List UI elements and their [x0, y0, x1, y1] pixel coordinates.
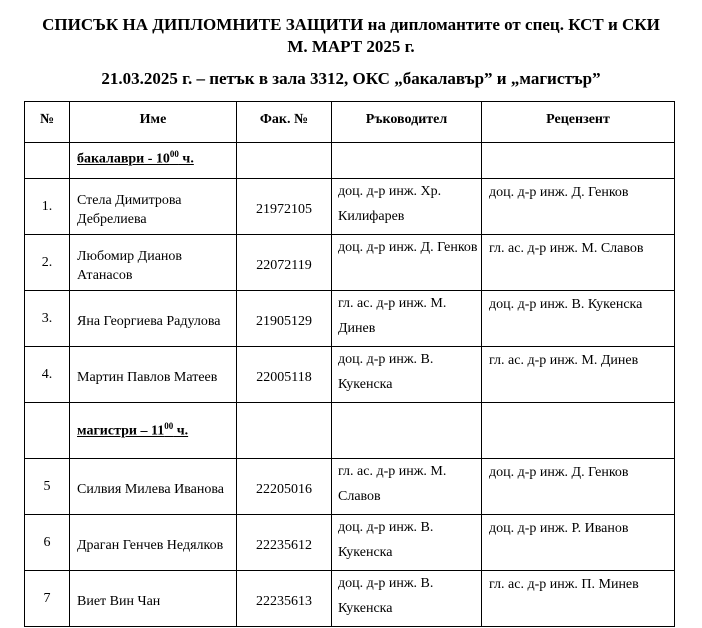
reviewer: доц. д-р инж. Д. Генков	[482, 459, 675, 515]
column-header-name: Име	[70, 102, 237, 143]
section-row-masters	[25, 403, 675, 459]
faculty-number: 22235613	[237, 571, 332, 627]
student-name: Силвия Милева Иванова	[70, 459, 237, 515]
section-label-bachelors: бакалаври - $10^{00}$ ч.	[70, 143, 237, 179]
faculty-number: 22205016	[237, 459, 332, 515]
supervisor: гл. ас. д-р инж. М. Славов	[332, 459, 482, 515]
student-name: Стела Димитрова Дебрелиева	[70, 179, 237, 235]
section-label-masters: магистри – $11^{00}$ ч.	[70, 403, 237, 459]
section-row-bachelors	[25, 143, 675, 179]
row-number: 7	[25, 571, 70, 627]
supervisor: доц. д-р инж. Д. Генков	[332, 235, 482, 291]
reviewer: доц. д-р инж. Р. Иванов	[482, 515, 675, 571]
table-row	[25, 459, 675, 515]
row-number: 5	[25, 459, 70, 515]
faculty-number: 21972105	[237, 179, 332, 235]
reviewer: гл. ас. д-р инж. М. Динев	[482, 347, 675, 403]
student-name: Драган Генчев Недялков	[70, 515, 237, 571]
supervisor: доц. д-р инж. В. Кукенска	[332, 515, 482, 571]
row-number: 6	[25, 515, 70, 571]
document-title: СПИСЪК НА ДИПЛОМНИТЕ ЗАЩИТИ на дипломантите от спец. КСТ и СКИ	[42, 15, 660, 34]
supervisor: доц. д-р инж. Хр. Килифарев	[332, 179, 482, 235]
reviewer: гл. ас. д-р инж. М. Славов	[482, 235, 675, 291]
supervisor: доц. д-р инж. В. Кукенска	[332, 571, 482, 627]
defense-schedule-table	[24, 101, 675, 627]
column-header-number: №	[25, 102, 70, 143]
table-row	[25, 235, 675, 291]
supervisor: доц. д-р инж. В. Кукенска	[332, 347, 482, 403]
supervisor: гл. ас. д-р инж. М. Динев	[332, 291, 482, 347]
row-number: 2.	[25, 235, 70, 291]
faculty-number: 22005118	[237, 347, 332, 403]
student-name: Любомир Дианов Атанасов	[70, 235, 237, 291]
table-row	[25, 291, 675, 347]
column-header-reviewer: Рецензент	[482, 102, 675, 143]
column-header-supervisor: Ръководител	[332, 102, 482, 143]
table-row	[25, 347, 675, 403]
reviewer: доц. д-р инж. В. Кукенска	[482, 291, 675, 347]
student-name: Виет Вин Чан	[70, 571, 237, 627]
student-name: Яна Георгиева Радулова	[70, 291, 237, 347]
table-row	[25, 515, 675, 571]
reviewer: доц. д-р инж. Д. Генков	[482, 179, 675, 235]
session-info: 21.03.2025 г. – петък в зала 3312, ОКС „бакалавър” и „магистър”	[101, 69, 601, 88]
table-header-row	[25, 102, 675, 143]
row-number: 1.	[25, 179, 70, 235]
table-row	[25, 179, 675, 235]
reviewer: гл. ас. д-р инж. П. Минев	[482, 571, 675, 627]
document-subtitle-date: М. МАРТ 2025 г.	[287, 37, 415, 56]
faculty-number: 22072119	[237, 235, 332, 291]
row-number: 4.	[25, 347, 70, 403]
table-row	[25, 571, 675, 627]
row-number: 3.	[25, 291, 70, 347]
faculty-number: 21905129	[237, 291, 332, 347]
column-header-faculty-number: Фак. №	[237, 102, 332, 143]
student-name: Мартин Павлов Матеев	[70, 347, 237, 403]
faculty-number: 22235612	[237, 515, 332, 571]
